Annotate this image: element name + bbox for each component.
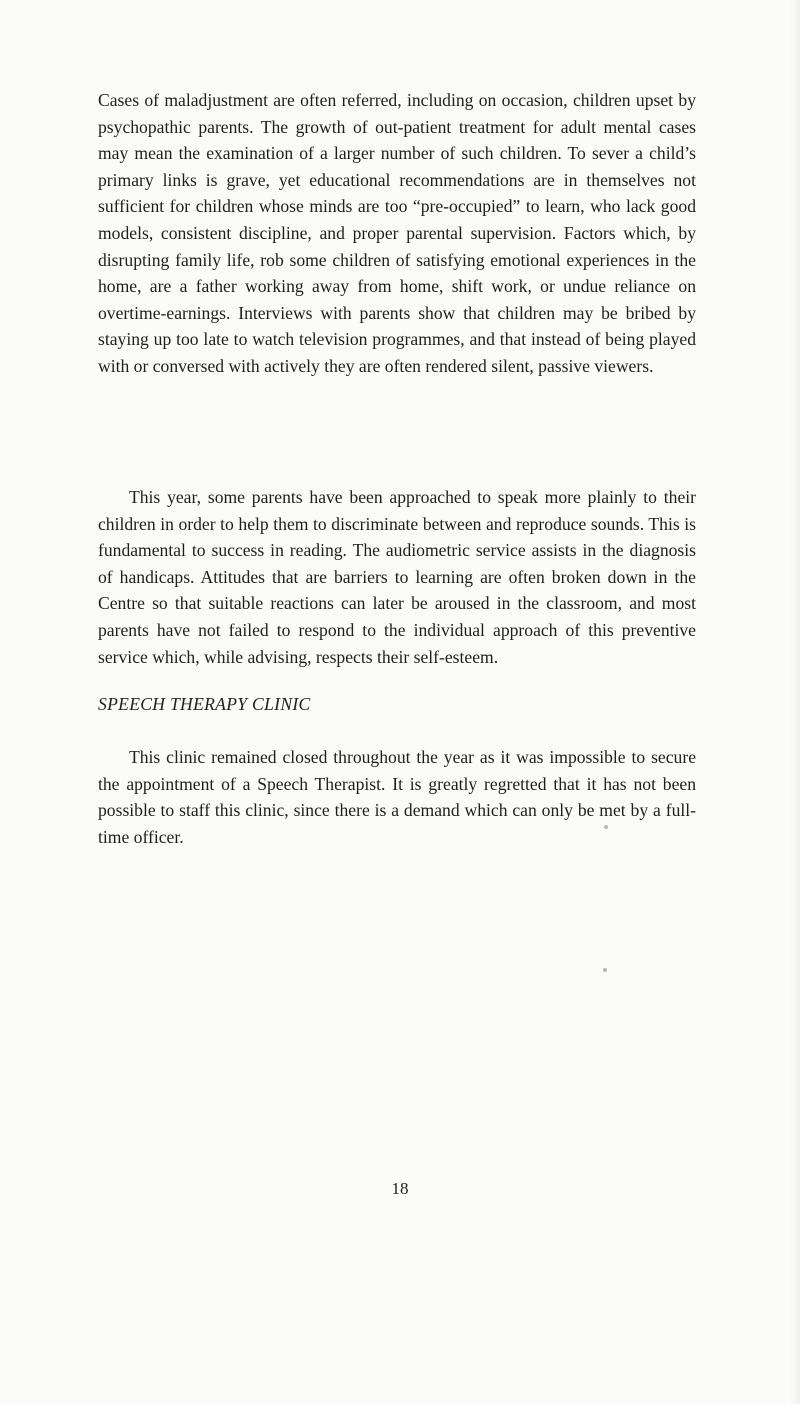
paragraph-maladjustment: Cases of maladjustment are often referred, including on occasion, children upset by psychopathic parents. The growth of out-patient treatment for adult mental cases may mean the examination of a larger number of such children. To sever a child’s primary links is grave, yet educational recommendations are in themselves not sufficient for children whose minds are too “pre-occupied” to learn, who lack good models, consistent discipline, and proper parental supervision. Factors which, by disrupting family life, rob some children of satisfying emotional experiences in the home, are a father working away from home, shift work, or undue reliance on overtime-earnings. Interviews with parents show that children may be bribed by staying up too late to watch television programmes, and that instead of being played with or conversed with actively they are often rendered silent, passive viewers. [98, 90, 696, 376]
page-number: 18 [391, 1179, 409, 1198]
scan-edge-shadow [790, 0, 800, 1404]
section-heading-speech-therapy: SPEECH THERAPY CLINIC [98, 694, 311, 714]
scan-speck [603, 968, 607, 972]
scan-speck [604, 825, 608, 829]
paragraph-parents-approach: This year, some parents have been approached to speak more plainly to their children in order to help them to discriminate between and reproduce sounds. This is fundamental to success in reading. The audiometric service assists in the diagnosis of handicaps. Attitudes that are barriers to learning are often broken down in the Centre so that suitable reactions can later be aroused in the classroom, and most parents have not failed to respond to the individual approach of this preventive service which, while advising, respects their self-esteem. [98, 487, 696, 667]
paragraph-speech-therapy-clinic: This clinic remained closed throughout the year as it was impossible to secure the appointment of a Speech Therapist. It is greatly regretted that it has not been possible to staff this clinic, since there is a demand which can only be met by a full-time officer. [98, 747, 696, 847]
